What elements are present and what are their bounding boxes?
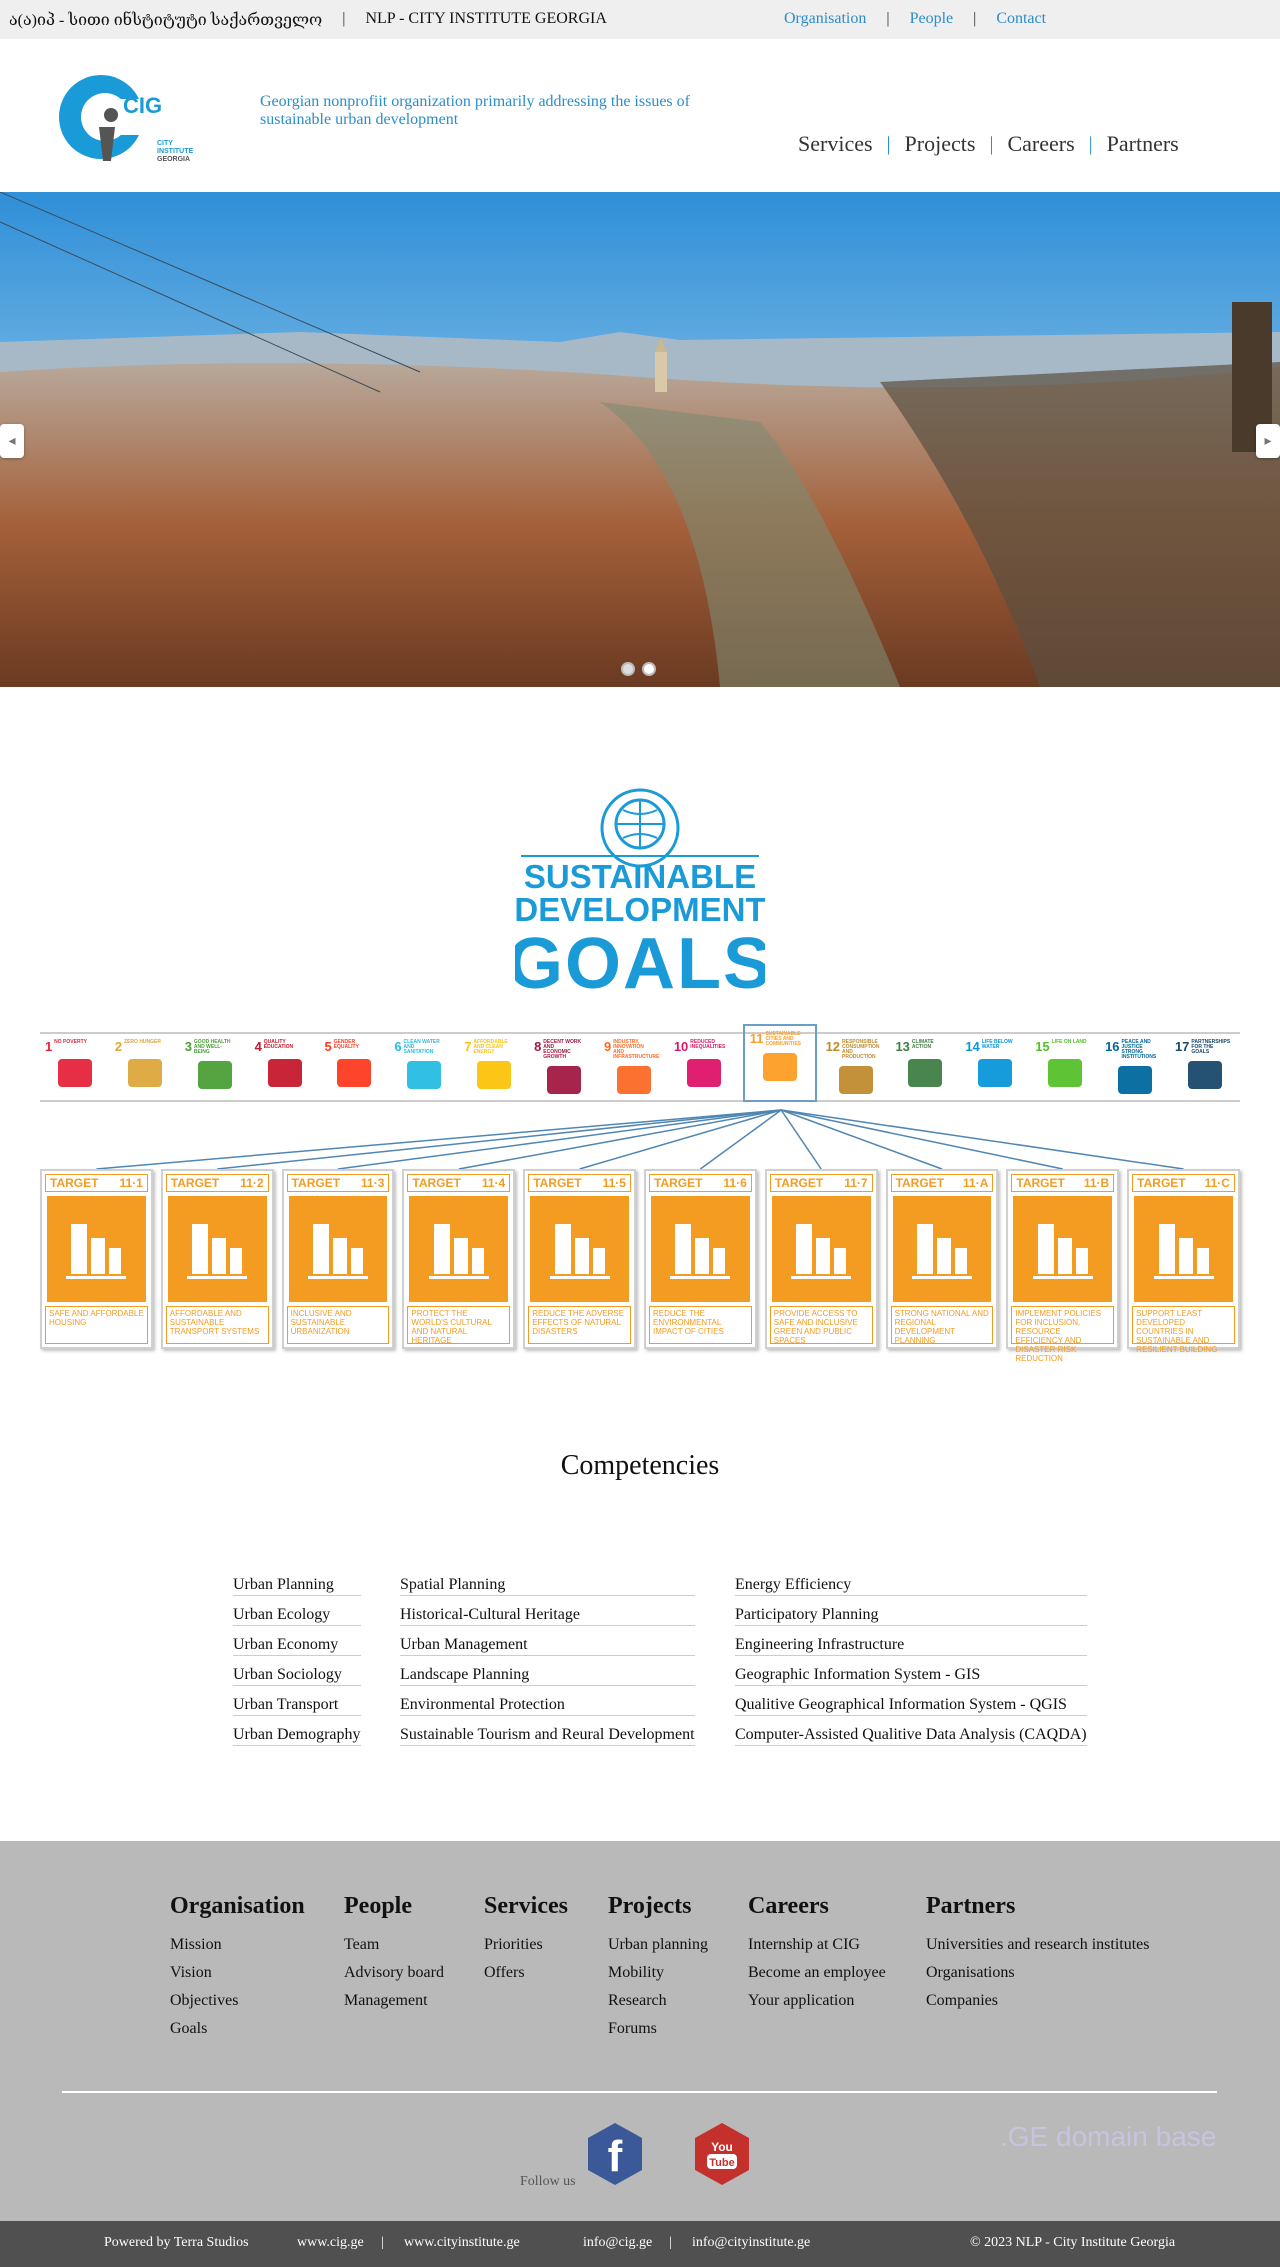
target-pictogram [47,1196,146,1302]
sdg-goal-title: QUALITY EDUCATION [263,1039,294,1050]
connector-line [700,1110,781,1169]
sdg-goal-4[interactable] [250,1034,320,1100]
footer-link[interactable]: Organisations [926,1964,1015,1981]
footer-col-title: Careers [748,1893,829,1919]
sdg-goal-title: GOOD HEALTH AND WELL-BEING [193,1039,231,1055]
slider-dot[interactable] [642,662,656,676]
competency-item: Urban Planning [233,1576,361,1596]
footer-link[interactable]: Mission [170,1936,222,1953]
competency-item: Landscape Planning [400,1666,695,1686]
sdg-goal-number: 2 [114,1039,123,1054]
connector-line [338,1110,781,1169]
sdg-goal-header [185,1040,245,1055]
competency-item: Computer-Assisted Qualitive Data Analysis (CAQDA) [735,1726,1087,1746]
sdg-goal-icon [978,1059,1012,1087]
target-code: 11·7 [844,1176,868,1190]
target-pictogram [168,1196,267,1302]
sdg-goal-icon [547,1066,581,1094]
sdg-goal-icon [407,1061,441,1089]
nav-projects[interactable]: Projects [904,131,976,156]
target-label: TARGET [50,1176,99,1190]
competency-item: Urban Demography [233,1726,361,1746]
competency-item: Participatory Planning [735,1606,1087,1626]
competency-item: Urban Ecology [233,1606,361,1626]
competency-item: Urban Economy [233,1636,361,1656]
sdg-goal-title: RESPONSIBLE CONSUMPTION AND PRODUCTION [842,1039,880,1060]
target-label: TARGET [291,1176,341,1190]
competency-item: Engineering Infrastructure [735,1636,1087,1656]
sdg-goal-icon [1188,1061,1222,1089]
target-label: TARGET [1016,1176,1065,1190]
target-text: REDUCE THE ENVIRONMENTAL IMPACT OF CITIES [649,1306,752,1344]
target-code: 11·A [963,1176,989,1190]
competencies-col-3 [735,1576,1087,1756]
footer-col-title: Projects [608,1893,692,1919]
target-text: INCLUSIVE AND SUSTAINABLE URBANIZATION [287,1306,390,1344]
target-code: 11·2 [240,1176,264,1190]
slider-dots [621,662,656,676]
sdg-11-targets [40,1169,1240,1363]
competency-item: Urban Management [400,1636,695,1656]
top-link-organisation[interactable]: Organisation [784,10,867,27]
footer-link[interactable]: Universities and research institutes [926,1936,1150,1953]
target-text: REDUCE THE ADVERSE EFFECTS OF NATURAL DISASTERS [528,1306,631,1344]
footer-col-services [484,1893,608,2048]
competency-item: Sustainable Tourism and Reural Development [400,1726,695,1746]
footer-link[interactable]: Urban planning [608,1936,708,1953]
sdg-goal-header [115,1040,175,1053]
sdg-goal-header [45,1040,105,1053]
sdg-goal-icon [128,1059,162,1087]
target-text: PROTECT THE WORLD'S CULTURAL AND NATURAL HERITAGE [407,1306,510,1344]
footer-col-title: Services [484,1893,568,1919]
footer-link[interactable]: Offers [484,1964,525,1981]
sdg-goal-icon [763,1053,797,1081]
connector-line [781,1110,1183,1169]
footer-link[interactable]: Team [344,1936,380,1953]
sdg-goal-header [604,1040,664,1060]
domain-watermark: .GE domain base [1000,2121,1217,2152]
sdg-goal-number: 16 [1105,1039,1120,1054]
target-pictogram [1134,1196,1233,1302]
footer-divider [62,2091,1217,2093]
bottom-bar: Powered by Terra Studios www.cig.ge | www.cityinstitute.ge info@cig.ge | info@cityinstitute.ge © 2023 NLP - City Institute Georgia [0,2221,1280,2267]
sdg-goal-17[interactable] [1170,1034,1240,1100]
sdg-goal-number: 12 [825,1039,841,1054]
competencies-title: Competencies [560,1450,720,1481]
footer-link[interactable]: Companies [926,1992,998,2009]
site-link-cityinstitute[interactable]: www.cityinstitute.ge [404,2235,520,2250]
target-pictogram [893,1196,992,1302]
slider-next-button[interactable] [1256,424,1280,458]
target-pictogram [1013,1196,1112,1302]
sdg-goal-title: GENDER EQUALITY [333,1039,359,1050]
hero-slider-image [0,192,1280,687]
sdg-goal-header [750,1032,810,1047]
sdg-goals-row [40,1032,1240,1102]
sdg-goal-header [826,1040,886,1060]
sdg-goal-icon [908,1059,942,1087]
sdg-goal-9[interactable] [599,1034,669,1100]
target-header [287,1174,390,1192]
target-card[interactable] [523,1169,636,1349]
sdg-goal-title: PARTNERSHIPS FOR THE GOALS [1191,1039,1231,1055]
site-footer [0,1841,1280,2267]
sdg-goal-10[interactable] [669,1034,739,1100]
footer-col-partners [926,1893,1166,2048]
sdg-goal-number: 15 [1035,1039,1050,1054]
footer-link[interactable]: Objectives [170,1992,239,2009]
sdg-goal-header [895,1040,955,1053]
footer-link[interactable]: Vision [170,1964,212,1981]
target-card[interactable] [282,1169,395,1349]
target-label: TARGET [895,1176,945,1190]
sdg-goal-header [1035,1040,1095,1053]
sdg-goal-header [255,1040,315,1053]
target-text: SUPPORT LEAST DEVELOPED COUNTRIES IN SUSTAINABLE AND RESILIENT BUILDING [1132,1306,1235,1344]
competency-item: Urban Transport [233,1696,361,1716]
nav-careers[interactable]: Careers [1007,131,1075,156]
sdg-goal-title: CLEAN WATER AND SANITATION [403,1039,440,1055]
connector-line [781,1110,942,1169]
sdg-goal-title: NO POVERTY [54,1039,87,1045]
target-label: TARGET [170,1176,220,1190]
sdg-goal-header [534,1040,594,1060]
sdg-logo [515,788,765,998]
sdg-goal-number: 11 [749,1031,764,1046]
sdg-goal-title: LIFE BELOW WATER [981,1039,1013,1050]
target-code: 11·5 [602,1176,626,1190]
sdg-goal-number: 6 [394,1039,402,1054]
sdg-goal-icon [617,1066,651,1094]
sdg-goal-header [324,1040,384,1053]
sdg-goal-number: 1 [44,1039,53,1054]
footer-col-people [344,1893,484,2048]
footer-col-organisation [170,1893,344,2048]
competency-item: Energy Efficiency [735,1576,1087,1596]
top-bar-org: ა(ა)იპ - სითი ინსტიტუტი საქართველო | NLP - CITY INSTITUTE GEORGIA [9,10,607,29]
target-text: AFFORDABLE AND SUSTAINABLE TRANSPORT SYSTEMS [166,1306,269,1344]
sdg-goal-title: SUSTAINABLE CITIES AND COMMUNITIES [765,1031,801,1047]
sdg-goal-11[interactable] [745,1026,815,1100]
target-header [407,1174,510,1192]
svg-text:DEVELOPMENT: DEVELOPMENT [515,891,765,928]
target-text: STRONG NATIONAL AND REGIONAL DEVELOPMENT PLANNING [891,1306,994,1344]
svg-text:INSTITUTE: INSTITUTE [157,148,194,155]
competency-item: Urban Sociology [233,1666,361,1686]
target-code: 11·1 [119,1176,143,1190]
target-pictogram [530,1196,629,1302]
svg-text:GEORGIA: GEORGIA [157,156,191,163]
sdg-goal-number: 7 [464,1039,472,1054]
sdg-goal-header [965,1040,1025,1053]
sdg-goal-5[interactable] [320,1034,390,1100]
target-label: TARGET [1137,1176,1186,1190]
sdg-goal-header [394,1040,454,1055]
sdg-goal-12[interactable] [821,1034,891,1100]
target-pictogram [651,1196,750,1302]
sdg-goal-title: REDUCED INEQUALITIES [690,1039,726,1050]
youtube-icon[interactable] [692,2121,752,2187]
sdg-goal-header [464,1040,524,1055]
sdg-goal-number: 13 [895,1039,910,1054]
competency-item: Spatial Planning [400,1576,695,1596]
facebook-icon[interactable] [585,2121,645,2187]
sdg-goal-2[interactable] [110,1034,180,1100]
target-header [1132,1174,1235,1192]
slider-prev-button[interactable] [0,424,24,458]
target-header [166,1174,269,1192]
target-header [1011,1174,1114,1192]
sdg-goal-icon [687,1059,721,1087]
nav-partners[interactable]: Partners [1106,131,1179,156]
target-card[interactable] [1006,1169,1119,1363]
sdg-goal-header [1105,1040,1165,1060]
target-card[interactable] [644,1169,757,1349]
svg-text:CIG: CIG [123,93,163,118]
chevron-left-icon: ◂ [8,433,16,449]
sdg-goal-icon [198,1061,232,1089]
sdg-goal-title: PEACE AND JUSTICE STRONG INSTITUTIONS [1121,1039,1157,1060]
sdg-goal-3[interactable] [180,1034,250,1100]
footer-link[interactable]: Priorities [484,1936,543,1953]
competencies-col-2 [400,1576,695,1756]
powered-by: Powered by Terra Studios [104,2235,249,2250]
competency-item: Geographic Information System - GIS [735,1666,1087,1686]
sdg-goal-title: CLIMATE ACTION [911,1039,934,1050]
sdg-goal-number: 3 [184,1039,192,1054]
follow-us-label: Follow us [520,2174,576,2189]
target-text: IMPLEMENT POLICIES FOR INCLUSION, RESOURCE EFFICIENCY AND DISASTER RISK REDUCTION [1011,1306,1114,1344]
target-code: 11·4 [481,1176,506,1190]
sdg-goal-icon [1048,1059,1082,1087]
target-card[interactable] [886,1169,999,1349]
footer-link[interactable]: Internship at CIG [748,1936,860,1953]
un-emblem-icon [602,790,678,866]
sdg-goal-header [674,1040,734,1053]
footer-col-title: Organisation [170,1893,305,1919]
top-bar [0,0,1280,39]
target-card[interactable] [161,1169,274,1349]
footer-link[interactable]: Become an employee [748,1964,886,1981]
sdg-goal-icon [268,1059,302,1087]
target-label: TARGET [774,1176,824,1190]
sdg-goal-number: 5 [324,1039,332,1054]
connector-line [217,1110,781,1169]
sdg-goal-icon [58,1059,92,1087]
target-card[interactable] [1127,1169,1240,1354]
competency-item: Historical-Cultural Heritage [400,1606,695,1626]
top-links: Organisation | People | Contact [784,10,1047,27]
sdg-goal-number: 4 [254,1039,262,1054]
site-header [0,39,1280,192]
competency-item: Qualitive Geographical Information System - QGIS [735,1696,1087,1716]
target-code: 11·6 [723,1176,747,1190]
footer-link[interactable]: Management [344,1992,428,2009]
sdg-goal-title: INDUSTRY, INNOVATION AND INFRASTRUCTURE [613,1039,660,1060]
target-code: 11·B [1083,1176,1110,1190]
org-name-english: NLP - CITY INSTITUTE GEORGIA [365,10,607,27]
target-card[interactable] [40,1169,153,1349]
sdg-goal-13[interactable] [891,1034,961,1100]
sdg-goal-1[interactable] [40,1034,110,1100]
sdg-goal-8[interactable] [529,1034,599,1100]
sdg-goal-14[interactable] [960,1034,1030,1100]
competencies-col-1 [233,1576,361,1756]
svg-text:SUSTAINABLE: SUSTAINABLE [523,858,757,895]
footer-link[interactable]: Goals [170,2020,208,2037]
site-link-cig[interactable]: www.cig.ge [297,2235,364,2250]
sdg-goal-title: AFFORDABLE AND CLEAN ENERGY [473,1039,508,1055]
sdg-goal-number: 9 [603,1039,612,1054]
org-name-georgian: ა(ა)იპ - სითი ინსტიტუტი საქართველო [9,12,323,29]
nav-services[interactable]: Services [798,131,873,156]
svg-text:CITY: CITY [157,140,173,147]
sdg-goal-6[interactable] [389,1034,459,1100]
main-nav: Services | Projects | Careers | Partners [798,131,1179,156]
target-label: TARGET [533,1176,582,1190]
sdg-goal-title: LIFE ON LAND [1051,1039,1087,1045]
target-header [649,1174,752,1192]
sdg-goal-title: DECENT WORK AND ECONOMIC GROWTH [543,1039,582,1060]
footer-col-title: Partners [926,1893,1016,1919]
connector-line [580,1110,782,1169]
footer-link[interactable]: Mobility [608,1964,665,1981]
svg-text:You: You [711,2140,733,2154]
top-link-contact[interactable]: Contact [996,10,1047,27]
sdg-goal-number: 14 [965,1039,980,1054]
footer-col-careers [748,1893,926,2048]
sdg-goal-number: 10 [673,1039,689,1054]
footer-columns [170,1893,1166,2048]
footer-col-title: People [344,1893,412,1919]
target-header [528,1174,631,1192]
footer-link[interactable]: Research [608,1992,667,2009]
sdg-goal-16[interactable] [1100,1034,1170,1100]
target-header [770,1174,873,1192]
target-text: SAFE AND AFFORDABLE HOUSING [45,1306,148,1344]
sdg-goal-number: 8 [534,1039,542,1054]
sdg-goal-icon [1118,1066,1152,1094]
sdg-goal-7[interactable] [459,1034,529,1100]
chevron-right-icon: ▸ [1264,433,1272,449]
svg-text:Tube: Tube [709,2157,735,2169]
svg-text:f: f [607,2132,623,2181]
sdg-goal-icon [477,1061,511,1089]
top-link-people[interactable]: People [909,10,954,27]
footer-link[interactable]: Advisory board [344,1964,444,1981]
svg-text:GOALS: GOALS [515,924,765,998]
target-pictogram [772,1196,871,1302]
connector-line [96,1110,781,1169]
connector-line [459,1110,781,1169]
target-label: TARGET [412,1176,461,1190]
sdg-goal-15[interactable] [1030,1034,1100,1100]
target-header [891,1174,994,1192]
footer-col-projects [608,1893,748,2048]
copyright: © 2023 NLP - City Institute Georgia [970,2235,1176,2250]
target-header [45,1174,148,1192]
target-text: PROVIDE ACCESS TO SAFE AND INCLUSIVE GREEN AND PUBLIC SPACES [770,1306,873,1344]
target-code: 11·3 [361,1176,385,1190]
sdg-goal-icon [839,1066,873,1094]
competency-item: Environmental Protection [400,1696,695,1716]
target-pictogram [409,1196,508,1302]
footer-link[interactable]: Your application [748,1992,855,2009]
sdg-goal-header [1175,1040,1235,1055]
sdg-goal-title: ZERO HUNGER [124,1039,161,1045]
target-label: TARGET [653,1176,703,1190]
email-link-cityinstitute[interactable]: info@cityinstitute.ge [692,2235,811,2250]
slider-dot[interactable] [621,662,635,676]
cig-logo[interactable] [53,69,203,169]
target-pictogram [289,1196,388,1302]
target-card[interactable] [765,1169,878,1349]
footer-link[interactable]: Forums [608,2020,657,2037]
target-card[interactable] [402,1169,515,1349]
connector-line [781,1110,1063,1169]
email-link-cig[interactable]: info@cig.ge [583,2235,653,2250]
connector-line [781,1110,821,1169]
target-code: 11·C [1204,1176,1230,1190]
sdg-goal-icon [337,1059,371,1087]
site-tagline: Georgian nonprofiit organization primarily addressing the issues of sustainable urban development [260,93,690,128]
sdg-goal-number: 17 [1174,1039,1190,1054]
